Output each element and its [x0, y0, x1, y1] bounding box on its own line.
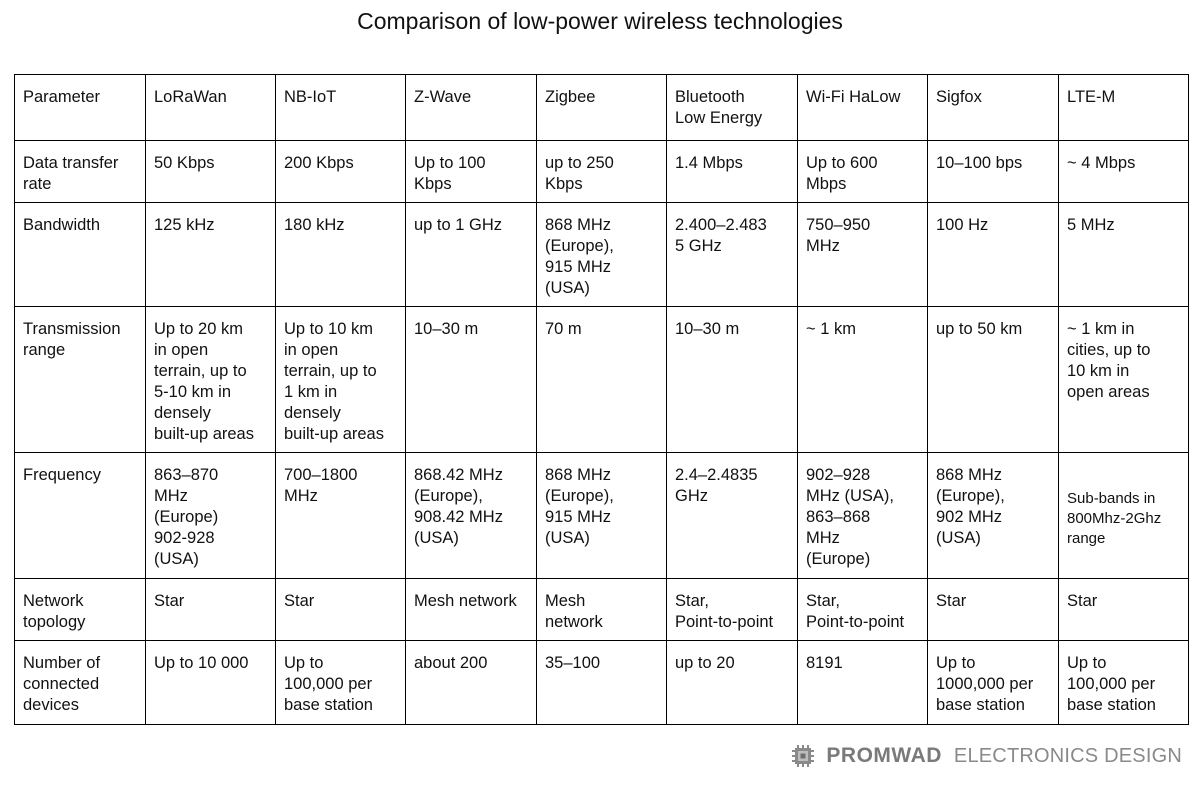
table-row — [15, 453, 1189, 579]
brand-tagline: ELECTRONICS DESIGN — [953, 744, 1182, 767]
table-cell: Mesh network — [406, 579, 537, 641]
table-cell: 125 kHz — [146, 203, 276, 307]
table-cell: 868 MHz (Europe), 915 MHz (USA) — [537, 453, 667, 579]
row-label: Frequency — [15, 453, 146, 579]
table-cell: ~ 1 km in cities, up to 10 km in open areas — [1059, 307, 1189, 453]
table-cell: Star — [1059, 579, 1189, 641]
table-cell: 70 m — [537, 307, 667, 453]
table-cell: 1.4 Mbps — [667, 141, 798, 203]
table-cell: Star — [928, 579, 1059, 641]
table-cell: ~ 4 Mbps — [1059, 141, 1189, 203]
table-cell: about 200 — [406, 641, 537, 725]
table-cell: up to 1 GHz — [406, 203, 537, 307]
table-cell: 868.42 MHz (Europe), 908.42 MHz (USA) — [406, 453, 537, 579]
promwad-chip-icon — [792, 745, 814, 767]
table-cell: Star, Point-to-point — [798, 579, 928, 641]
table-cell: 2.400–2.483 5 GHz — [667, 203, 798, 307]
table-cell: 180 kHz — [276, 203, 406, 307]
table-cell: Up to 20 km in open terrain, up to 5-10 km in densely built-up areas — [146, 307, 276, 453]
table-cell: 50 Kbps — [146, 141, 276, 203]
table-cell: 10–30 m — [406, 307, 537, 453]
row-label: Network topology — [15, 579, 146, 641]
page-title: Comparison of low-power wireless technologies — [357, 8, 843, 34]
table-cell: 200 Kbps — [276, 141, 406, 203]
row-label: Data transfer rate — [15, 141, 146, 203]
table-cell: 10–30 m — [667, 307, 798, 453]
row-label: Number of connected devices — [15, 641, 146, 725]
table-cell: 100 Hz — [928, 203, 1059, 307]
header-cell: Zigbee — [537, 75, 667, 141]
brand-footer — [792, 742, 1182, 770]
table-row — [15, 203, 1189, 307]
table-row — [15, 579, 1189, 641]
table-cell: Mesh network — [537, 579, 667, 641]
table-row — [15, 307, 1189, 453]
header-row — [15, 75, 1189, 141]
table-cell: 8191 — [798, 641, 928, 725]
header-cell: LTE-M — [1059, 75, 1189, 141]
table-cell: 10–100 bps — [928, 141, 1059, 203]
brand-name: PROMWAD — [826, 744, 942, 767]
table-cell: Star, Point-to-point — [667, 579, 798, 641]
table-cell: Up to 10 km in open terrain, up to 1 km in densely built-up areas — [276, 307, 406, 453]
table-cell: Star — [146, 579, 276, 641]
header-cell: Parameter — [15, 75, 146, 141]
table-cell: up to 250 Kbps — [537, 141, 667, 203]
table-row — [15, 141, 1189, 203]
table-cell: 750–950 MHz — [798, 203, 928, 307]
table-cell: Up to 1000,000 per base station — [928, 641, 1059, 725]
table-cell: 863–870 MHz (Europe) 902-928 (USA) — [146, 453, 276, 579]
table-cell: up to 50 km — [928, 307, 1059, 453]
row-label: Transmission range — [15, 307, 146, 453]
header-cell: Sigfox — [928, 75, 1059, 141]
table-cell: 35–100 — [537, 641, 667, 725]
table-cell: Sub-bands in 800Mhz-2Ghz range — [1059, 453, 1189, 579]
table-cell: Star — [276, 579, 406, 641]
table-cell: Up to 100 Kbps — [406, 141, 537, 203]
comparison-table — [14, 74, 1189, 725]
table-cell: Up to 600 Mbps — [798, 141, 928, 203]
table-cell: 868 MHz (Europe), 902 MHz (USA) — [928, 453, 1059, 579]
row-label: Bandwidth — [15, 203, 146, 307]
table-cell: 5 MHz — [1059, 203, 1189, 307]
table-cell: 868 MHz (Europe), 915 MHz (USA) — [537, 203, 667, 307]
table-cell: Up to 100,000 per base station — [276, 641, 406, 725]
table-cell: 902–928 MHz (USA), 863–868 MHz (Europe) — [798, 453, 928, 579]
header-cell: Bluetooth Low Energy — [667, 75, 798, 141]
table-cell: up to 20 — [667, 641, 798, 725]
header-cell: Wi-Fi HaLow — [798, 75, 928, 141]
table-cell: 2.4–2.4835 GHz — [667, 453, 798, 579]
table-row — [15, 641, 1189, 725]
header-cell: LoRaWan — [146, 75, 276, 141]
table-cell: 700–1800 MHz — [276, 453, 406, 579]
table-cell: ~ 1 km — [798, 307, 928, 453]
header-cell: Z-Wave — [406, 75, 537, 141]
table-cell: Up to 10 000 — [146, 641, 276, 725]
header-cell: NB-IoT — [276, 75, 406, 141]
table-cell: Up to 100,000 per base station — [1059, 641, 1189, 725]
